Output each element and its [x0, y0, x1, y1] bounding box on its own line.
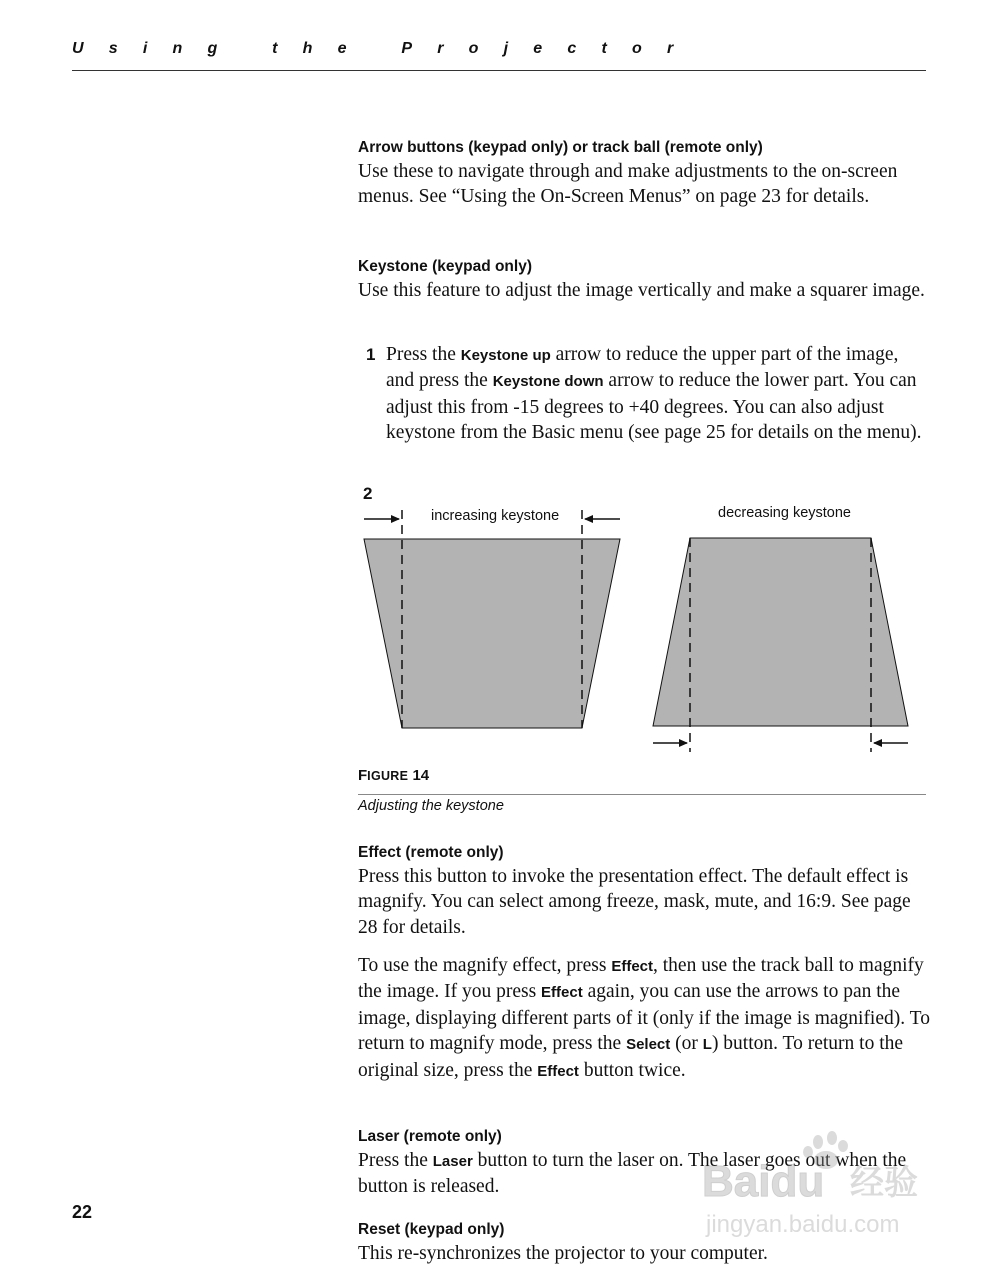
increasing-keystone-label: increasing keystone	[431, 508, 560, 524]
baidu-watermark-logo	[700, 1130, 940, 1240]
section-body: To use the magnify effect, press Effect, then use the track ball to magnify the image. If you press Effect again, you can use the arrows to pan the image, displaying different parts of it (only if the image is magnified). To return to magnify mode, press the Select (or L) button. To return to the original size, press the Effect button twice.	[358, 955, 930, 1081]
svg-text:经验: 经验	[850, 1163, 918, 1203]
page-number: 22	[72, 1202, 93, 1222]
section-body: This re-synchronizes the projector to your computer.	[358, 1243, 768, 1264]
section-effect	[358, 842, 930, 940]
svg-text:jingyan.baidu.com: jingyan.baidu.com	[706, 1211, 900, 1238]
section-body: Use these to navigate through and make adjustments to the on-screen menus. See “Using the On-Screen Menus” on page 23 for details.	[358, 161, 898, 208]
keystone-down-term: Keystone down	[492, 373, 604, 391]
decreasing-keystone-shape	[653, 538, 908, 726]
figure-caption-rule	[358, 794, 926, 795]
keystone-up-term: Keystone up	[460, 347, 551, 364]
running-head: Using the Projector	[72, 40, 699, 57]
section-body: Press this button to invoke the presentation effect. The default effect is magnify. You can select among freeze, mask, mute, and 16:9. See page 28 for details.	[358, 866, 911, 938]
section-heading: Arrow buttons (keypad only) or track ball (remote only)	[358, 139, 763, 156]
step-number: 1	[366, 345, 376, 364]
effect-paragraph-2	[358, 953, 930, 1084]
section-heading: Reset (keypad only)	[358, 1221, 505, 1238]
section-body: Press the Laser button to turn the laser on. The laser goes out when the button is released.	[358, 1150, 907, 1198]
figure-caption: Adjusting the keystone	[358, 798, 504, 814]
figure-title: FIGURE 14	[358, 767, 430, 784]
decreasing-keystone-label: decreasing keystone	[718, 505, 851, 521]
step-text: Press the Keystone up arrow to reduce the upper part of the image, and press the Keystone down arrow to reduce the lower part. You can adjust this from -15 degrees to +40 degrees. You can also adjust keystone from the Basic menu (see page 25 for details on the menu).	[386, 344, 922, 444]
svg-text:Baidu: Baidu	[702, 1157, 825, 1206]
section-heading: Keystone (keypad only)	[358, 258, 532, 275]
section-body: Use this feature to adjust the image vertically and make a squarer image.	[358, 280, 925, 301]
section-heading: Effect (remote only)	[358, 844, 504, 861]
section-heading: Laser (remote only)	[358, 1128, 502, 1145]
step-2-number: 2	[363, 484, 373, 503]
